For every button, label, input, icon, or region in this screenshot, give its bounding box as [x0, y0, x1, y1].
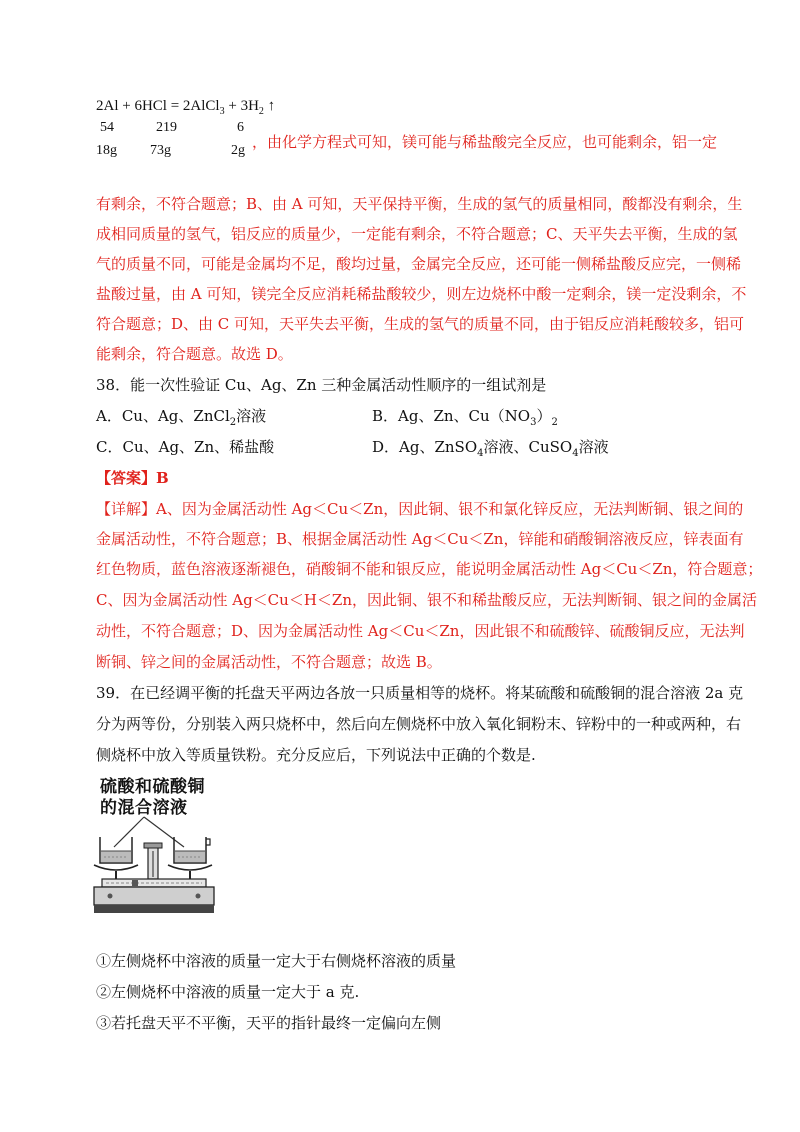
equation-explanation-tail: ，由化学方程式可知，镁可能与稀盐酸完全反应，也可能剩余，铝一定: [252, 133, 718, 151]
question-39-line: 39．在已经调平衡的托盘天平两边各放一只质量相等的烧杯。将某硫酸和硫酸铜的混合溶液 2a 克: [96, 684, 744, 702]
mass-al: 18g: [96, 143, 117, 158]
option-d-text: D．Ag、ZnSO: [372, 438, 478, 456]
explanation-line: 符合题意；D、由 C 可知，天平失去平衡，生成的氢气的质量不同，由于铝反应消耗酸较多，铝可: [96, 315, 745, 333]
detail-line: 【详解】A、因为金属活动性 Ag＜Cu＜Zn，因此铜、银不和氯化锌反应，无法判断铜、银之间的: [96, 500, 744, 518]
left-pan: [94, 865, 138, 870]
equation-part: 2Al + 6HCl = 2AlCl: [96, 98, 220, 114]
ratio-h2: 6: [237, 120, 244, 135]
balance-figure: [92, 815, 222, 920]
option-d-mid: 溶液、CuSO: [483, 438, 573, 456]
option-d-subscript-2: 4: [572, 448, 579, 459]
right-beaker: [174, 837, 210, 863]
explanation-line: 有剩余，不符合题意；B、由 A 可知，天平保持平衡，生成的氢气的质量相同，酸都没有剩余，生: [96, 195, 743, 213]
option-b: [372, 406, 558, 433]
left-beaker: [100, 837, 132, 863]
detail-line: 金属活动性，不符合题意；B、根据金属活动性 Ag＜Cu＜Zn，锌能和硝酸铜溶液反应，锌表面有: [96, 530, 744, 548]
balance-foot: [94, 905, 214, 913]
question-39-line: 分为两等份，分别装入两只烧杯中，然后向左侧烧杯中放入氧化铜粉末、锌粉中的一种或两种，右: [96, 715, 742, 733]
post-cap: [144, 843, 162, 848]
base-knob-left: [108, 894, 113, 899]
statement-3: ③若托盘天平不平衡，天平的指针最终一定偏向左侧: [96, 1014, 442, 1032]
option-c: C．Cu、Ag、Zn、稀盐酸: [96, 438, 275, 456]
ratio-al: 54: [100, 120, 114, 135]
equation-subscript: 3: [219, 106, 225, 117]
detail-line: 断铜、锌之间的金属活动性，不符合题意；故选 B。: [96, 653, 442, 671]
answer-38: 【答案】B: [96, 469, 169, 487]
figure-label-line2: 的混合溶液: [100, 798, 188, 818]
rider: [132, 880, 138, 886]
option-b-subscript-2: 2: [551, 417, 558, 428]
option-d-subscript: 4: [477, 448, 484, 459]
figure-label-line1: 硫酸和硫酸铜: [100, 777, 205, 797]
statement-2: ②左侧烧杯中溶液的质量一定大于 a 克.: [96, 983, 360, 1001]
chemical-equation: [96, 96, 275, 122]
label-pointer-left: [114, 817, 144, 847]
mass-h2: 2g: [231, 143, 245, 158]
explanation-line: 气的质量不同，可能是金属均不足，酸均过量，金属完全反应，还可能一侧稀盐酸反应完，一侧稀: [96, 255, 742, 273]
option-d-tail: 溶液: [578, 438, 609, 456]
mass-hcl: 73g: [150, 143, 171, 158]
explanation-line: 成相同质量的氢气，铝反应的质量少，一定能有剩余，不符合题意；C、天平失去平衡，生成的氢: [96, 225, 738, 243]
detail-line: C、因为金属活动性 Ag＜Cu＜H＜Zn，因此铜、银不和稀盐酸反应，无法判断铜、银之间的金属活: [96, 591, 757, 609]
equation-part: + 3H: [224, 98, 259, 114]
base-knob-right: [196, 894, 201, 899]
option-b-subscript: 3: [530, 417, 537, 428]
gas-arrow: ↑: [263, 98, 276, 114]
detail-line: 红色物质，蓝色溶液逐渐褪色，硝酸铜不能和银反应，能说明金属活动性 Ag＜Cu＜Zn，符合题意；: [96, 560, 763, 578]
option-a-tail: 溶液: [236, 407, 267, 425]
detail-line: 动性，不符合题意；D、因为金属活动性 Ag＜Cu＜Zn，因此银不和硫酸锌、硫酸铜反应，无法判: [96, 622, 745, 640]
question-39-line: 侧烧杯中放入等质量铁粉。充分反应后，下列说法中正确的个数是.: [96, 746, 536, 764]
option-a: [96, 406, 266, 433]
equation-subscript: 2: [258, 106, 264, 117]
explanation-line: 能剩余，符合题意。故选 D。: [96, 345, 293, 363]
question-38-stem: 38．能一次性验证 Cu、Ag、Zn 三种金属活动性顺序的一组试剂是: [96, 376, 547, 394]
right-pan: [168, 865, 212, 870]
option-a-subscript: 2: [229, 417, 237, 428]
statement-1: ①左侧烧杯中溶液的质量一定大于右侧烧杯溶液的质量: [96, 952, 457, 970]
option-b-text: B．Ag、Zn、Cu（NO: [372, 407, 531, 425]
option-d: [372, 437, 609, 464]
option-b-tail: ）: [536, 407, 552, 425]
explanation-line: 盐酸过量，由 A 可知，镁完全反应消耗稀盐酸较少，则左边烧杯中酸一定剩余，镁一定没剩余，不: [96, 285, 747, 303]
option-a-text: A．Cu、Ag、ZnCl: [96, 407, 230, 425]
ratio-hcl: 219: [156, 120, 177, 135]
